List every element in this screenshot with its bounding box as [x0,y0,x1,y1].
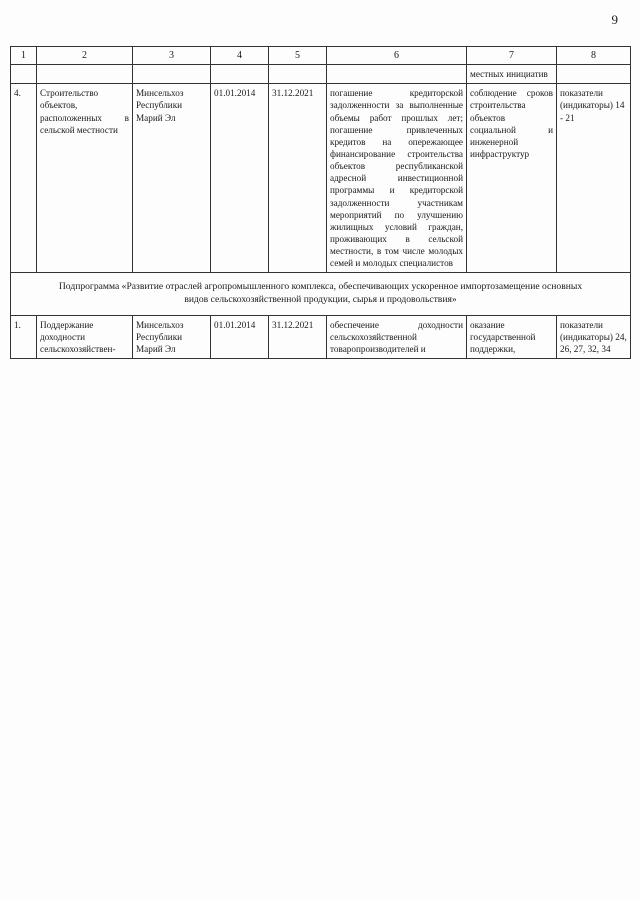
indicators: показатели (индикаторы) 24, 26, 27, 32, 34 [557,315,631,358]
column-header: 2 [37,47,133,65]
row-number: 1. [11,315,37,358]
measure-name: Строительство объектов, расположенных в сельской местности [37,84,133,273]
column-header: 8 [557,47,631,65]
carry-over-row [11,65,631,84]
measure-description: обеспечение доходности сельскохозяйственной товаропроизводителей и [327,315,467,358]
row-number: 4. [11,84,37,273]
responsible-executor: Минсельхоз Республики Марий Эл [133,315,211,358]
measure-name: Поддержание доходности сельскохозяйствен- [37,315,133,358]
table-row [11,315,631,358]
subprogram-title: Подпрограмма «Развитие отраслей агропромышленного комплекса, обеспечивающих ускоренное импортозамещение основных видов сельскохозяйственной продукции, сырья и продовольствия» [11,273,631,315]
table-header-row [11,47,631,65]
column-header: 4 [211,47,269,65]
responsible-executor: Минсельхоз Республики Марий Эл [133,84,211,273]
expected-result: оказание государственной поддержки, [467,315,557,358]
end-date: 31.12.2021 [269,84,327,273]
column-header: 6 [327,47,467,65]
start-date: 01.01.2014 [211,315,269,358]
expected-result: соблюдение сроков строительства объектов социальной и инженерной инфраструктур [467,84,557,273]
subprogram-row [11,273,631,315]
column-header: 7 [467,47,557,65]
column-header: 1 [11,47,37,65]
start-date: 01.01.2014 [211,84,269,273]
table-row [11,84,631,273]
end-date: 31.12.2021 [269,315,327,358]
page-number: 9 [611,12,618,27]
carry-over-result: местных инициатив [467,65,557,84]
indicators: показатели (индикаторы) 14 - 21 [557,84,631,273]
column-header: 5 [269,47,327,65]
measure-description: погашение кредиторской задолженности за выполненные объемы работ прошлых лет; погашение привлеченных кредитов на опережающее финансирование строительства объектов республиканской адресной инвестиционной программы и кредиторской задолженности участникам мероприятий по улучшению жилищных условий граждан, проживающих в сельской местности, в том числе молодых семей и молодых специалистов [327,84,467,273]
column-header: 3 [133,47,211,65]
measures-table [10,46,631,359]
